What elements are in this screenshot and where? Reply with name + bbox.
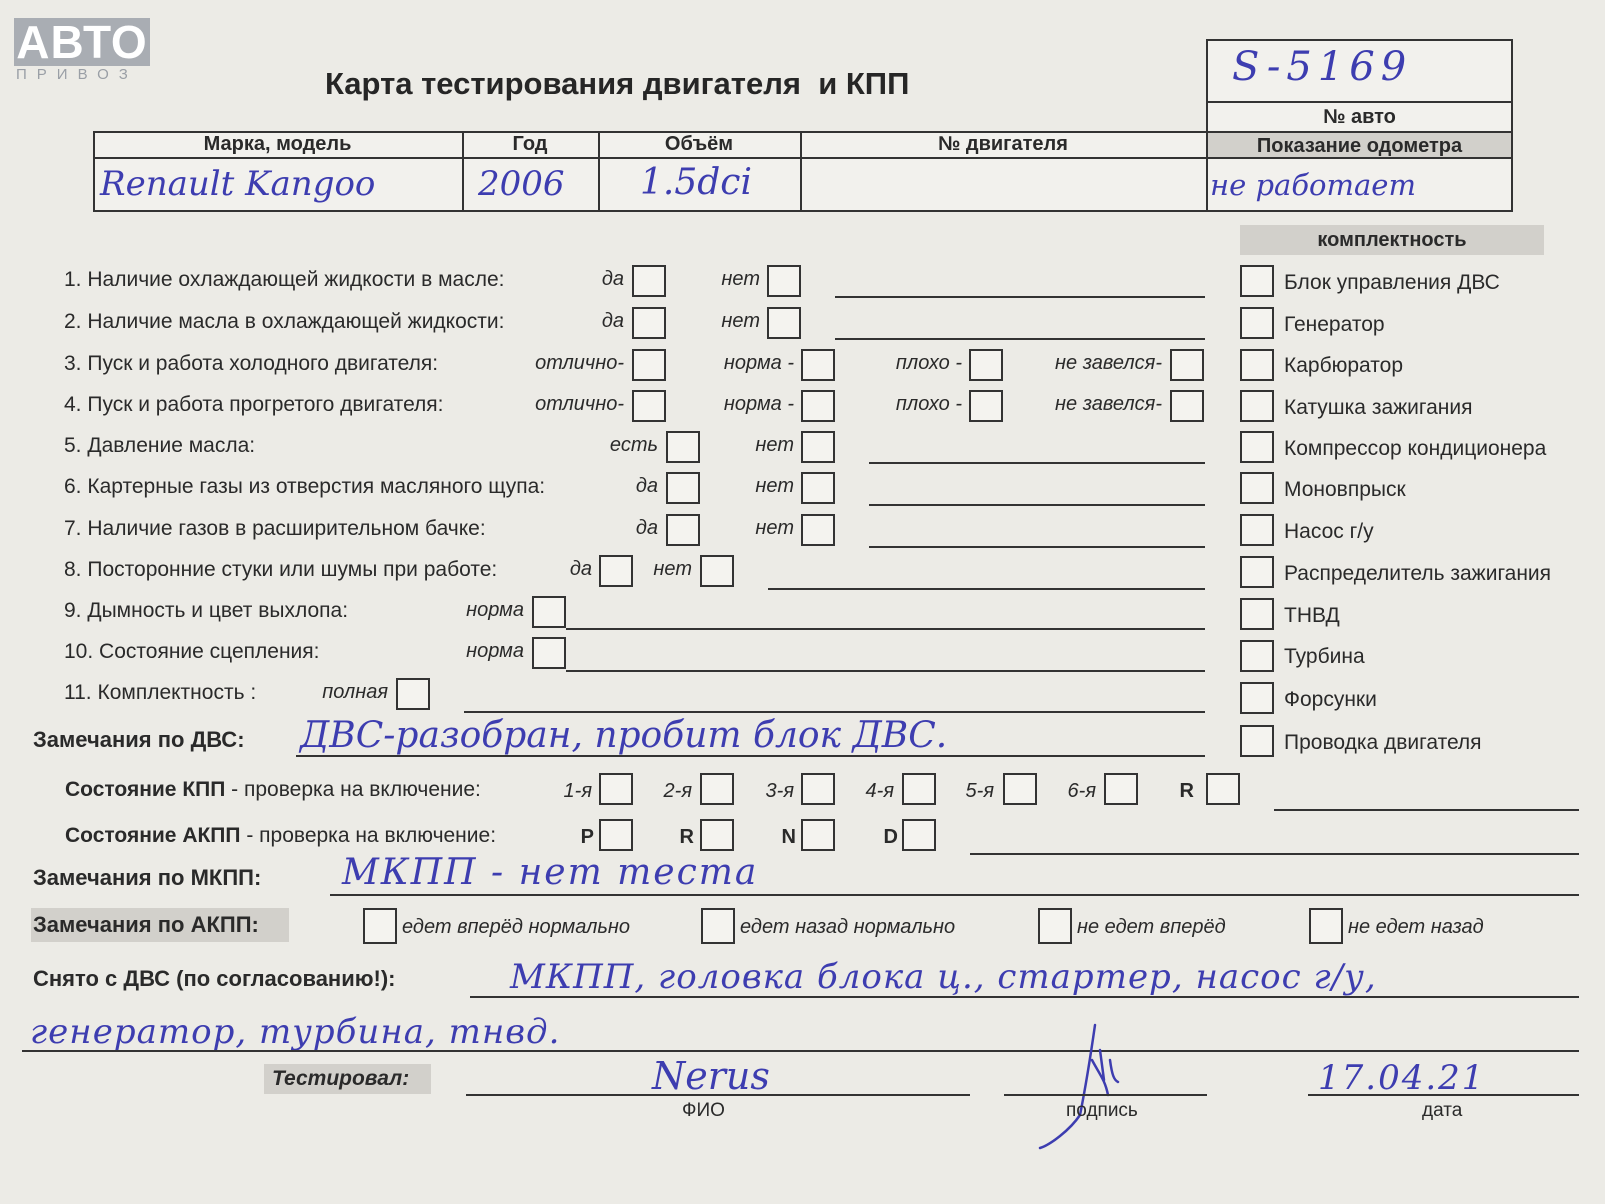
akpp-mode-label: D [883,826,898,848]
checkbox-no-forward[interactable] [1038,908,1072,944]
brand-logo-subtitle: ПРИВОЗ [16,66,138,83]
akpp-mode-label: R [679,826,694,848]
option-label: нет [721,310,760,332]
checkbox-gear-4[interactable] [902,773,936,805]
checkbox-yes[interactable] [632,265,666,297]
gear-label: 2-я [663,780,692,802]
remarks-dvs-line [296,755,1205,757]
option-label: да [569,558,592,580]
option-label: да [635,475,658,497]
year-value: 2006 [478,164,565,204]
col-header-odometer: Показание одометра [1256,135,1463,157]
question-3: 3. Пуск и работа холодного двигателя: [64,352,439,375]
option-label: нет [755,434,794,456]
checkbox-excellent[interactable] [632,390,666,422]
option-label: плохо - [895,393,962,415]
kpp-label: Состояние КПП - проверка на включение: [65,778,481,801]
completeness-item: Карбюратор [1284,354,1404,377]
fio-label: ФИО [682,1100,725,1121]
option-label: полная [322,681,388,703]
model-value: Renault Kangoo [100,164,376,204]
checkbox-ecu[interactable] [1240,265,1274,297]
page-title: Карта тестирования двигателя и КПП [325,66,910,101]
akpp-remark-option: не едет назад [1348,916,1484,938]
comment-line [835,338,1205,340]
question-1: 1. Наличие охлаждающей жидкости в масле: [64,268,505,291]
date-label: дата [1422,1100,1463,1121]
removed-parts-line-1: МКПП, головка блока ц., стартер, насос г/у, [510,957,1377,997]
akpp-mode-label: N [781,826,796,848]
option-label: плохо - [895,352,962,374]
remarks-mkpp-line [330,894,1579,896]
checkbox-no[interactable] [801,514,835,546]
completeness-item: Генератор [1284,313,1385,336]
checkbox-bad[interactable] [969,349,1003,381]
akpp-comment-line [970,853,1579,855]
checkbox-no[interactable] [801,472,835,504]
completeness-item: Распределитель зажигания [1284,562,1552,585]
option-label: норма - [723,352,794,374]
comment-line [768,588,1205,590]
col-header-engine-number: № двигателя [938,133,1068,155]
akpp-remark-option: не едет вперёд [1077,916,1226,938]
completeness-item: Насос г/у [1284,520,1374,543]
checkbox-no[interactable] [767,265,801,297]
removed-parts-label: Снято с ДВС (по согласованию!): [33,966,396,991]
odometer-value: не работает [1210,168,1416,202]
option-label: норма [466,599,524,621]
remarks-mkpp-label: Замечания по МКПП: [33,865,262,890]
comment-line [566,628,1205,630]
checkbox-engine-wiring[interactable] [1240,725,1274,757]
checkbox-present[interactable] [666,431,700,463]
question-5: 5. Давление масла: [64,434,256,457]
checkbox-mode-d[interactable] [902,819,936,851]
checkbox-mono-injection[interactable] [1240,472,1274,504]
checkbox-gear-3[interactable] [801,773,835,805]
auto-number-value: S-5169 [1232,44,1413,90]
gear-label: 3-я [765,780,794,802]
checkbox-normal[interactable] [532,596,566,628]
signature-image [1030,1020,1120,1150]
fio-line [466,1094,970,1096]
checkbox-forward-ok[interactable] [363,908,397,944]
checkbox-gear-reverse[interactable] [1206,773,1240,805]
col-header-model: Марка, модель [203,133,352,155]
checkbox-injectors[interactable] [1240,682,1274,714]
question-4: 4. Пуск и работа прогретого двигателя: [64,393,444,416]
date-line [1308,1094,1579,1096]
question-6: 6. Картерные газы из отверстия масляного щупа: [64,475,546,498]
completeness-item: Проводка двигателя [1284,731,1482,754]
option-label: да [635,517,658,539]
checkbox-normal[interactable] [532,637,566,669]
option-label: нет [755,475,794,497]
option-label: отлично- [535,352,624,374]
comment-line [464,711,1205,713]
option-label: да [601,310,624,332]
option-label: не завелся- [1055,352,1162,374]
option-label: нет [721,268,760,290]
remarks-dvs-value: ДВС-разобран, пробит блок ДВС. [300,715,948,756]
option-label: норма - [723,393,794,415]
akpp-remark-option: едет назад нормально [740,916,956,938]
completeness-item: ТНВД [1284,604,1340,627]
checkbox-power-steering-pump[interactable] [1240,514,1274,546]
comment-line [869,462,1205,464]
checkbox-reverse-ok[interactable] [701,908,735,944]
remarks-dvs-label: Замечания по ДВС: [33,727,245,752]
checkbox-excellent[interactable] [632,349,666,381]
checkbox-gear-2[interactable] [700,773,734,805]
comment-line [835,296,1205,298]
checkbox-mode-n[interactable] [801,819,835,851]
checkbox-gear-5[interactable] [1003,773,1037,805]
checkbox-no[interactable] [767,307,801,339]
checkbox-gear-1[interactable] [599,773,633,805]
volume-value: 1.5dci [640,162,752,203]
checkbox-no-reverse[interactable] [1309,908,1343,944]
akpp-mode-label: P [580,826,594,848]
checkbox-gear-6[interactable] [1104,773,1138,805]
kpp-comment-line [1274,809,1579,811]
checkbox-yes[interactable] [599,555,633,587]
comment-line [869,546,1205,548]
question-9: 9. Дымность и цвет выхлопа: [64,599,349,622]
question-11: 11. Комплектность : [64,681,257,704]
checkbox-no-start[interactable] [1170,349,1204,381]
checkbox-yes[interactable] [632,307,666,339]
checkbox-ac-compressor[interactable] [1240,431,1274,463]
option-label: нет [653,558,692,580]
option-label: да [601,268,624,290]
remarks-akpp-label: Замечания по АКПП: [31,908,289,942]
option-label: нет [755,517,794,539]
gear-label: 5-я [965,780,994,802]
checkbox-yes[interactable] [666,514,700,546]
option-label: отлично- [535,393,624,415]
checkbox-injection-pump[interactable] [1240,598,1274,630]
question-10: 10. Состояние сцепления: [64,640,320,663]
checkbox-turbo[interactable] [1240,640,1274,672]
comment-line [566,670,1205,672]
question-7: 7. Наличие газов в расширительном бачке: [64,517,486,540]
completeness-item: Моновпрыск [1284,478,1406,501]
checkbox-mode-r[interactable] [700,819,734,851]
completeness-item: Катушка зажигания [1284,396,1473,419]
auto-number-divider [1206,101,1513,103]
completeness-item: Блок управления ДВС [1284,271,1500,294]
option-label: норма [466,640,524,662]
akpp-label: Состояние АКПП - проверка на включение: [65,824,497,847]
option-label: есть [609,434,658,456]
checkbox-no-start[interactable] [1170,390,1204,422]
gear-label: 4-я [865,780,894,802]
checkbox-mode-p[interactable] [599,819,633,851]
tested-by-label: Тестировал: [264,1064,431,1094]
checkbox-distributor[interactable] [1240,556,1274,588]
checkbox-normal[interactable] [801,349,835,381]
col-header-year: Год [512,133,548,155]
checkbox-no[interactable] [700,555,734,587]
removed-parts-rule-2 [22,1050,1579,1052]
signature-label: подпись [1066,1100,1138,1121]
checkbox-bad[interactable] [969,390,1003,422]
removed-parts-rule-1 [470,996,1579,998]
checkbox-full[interactable] [396,678,430,710]
remarks-mkpp-value: МКПП - нет теста [342,852,759,893]
question-2: 2. Наличие масла в охлаждающей жидкости: [64,310,505,333]
question-8: 8. Посторонние стуки или шумы при работе: [64,558,498,581]
completeness-title: комплектность [1240,225,1544,255]
checkbox-normal[interactable] [801,390,835,422]
removed-parts-line-2: генератор, турбина, тнвд. [30,1012,561,1052]
date-value: 17.04.21 [1318,1058,1486,1098]
checkbox-carburetor[interactable] [1240,349,1274,381]
completeness-item: Форсунки [1284,688,1377,711]
checkbox-yes[interactable] [666,472,700,504]
comment-line [869,504,1205,506]
option-label: не завелся- [1055,393,1162,415]
brand-logo: АВТО [14,18,150,66]
fio-value: Nerus [652,1054,770,1098]
gear-label: 6-я [1067,780,1096,802]
checkbox-absent[interactable] [801,431,835,463]
col-header-volume: Объём [664,133,734,155]
completeness-item: Турбина [1284,645,1365,668]
signature-line [1004,1094,1207,1096]
gear-label: R [1179,780,1194,802]
gear-label: 1-я [563,780,592,802]
akpp-remark-option: едет вперёд нормально [402,916,631,938]
completeness-item: Компрессор кондиционера [1284,437,1547,460]
checkbox-generator[interactable] [1240,307,1274,339]
checkbox-ignition-coil[interactable] [1240,390,1274,422]
auto-number-label: № авто [1323,106,1396,128]
